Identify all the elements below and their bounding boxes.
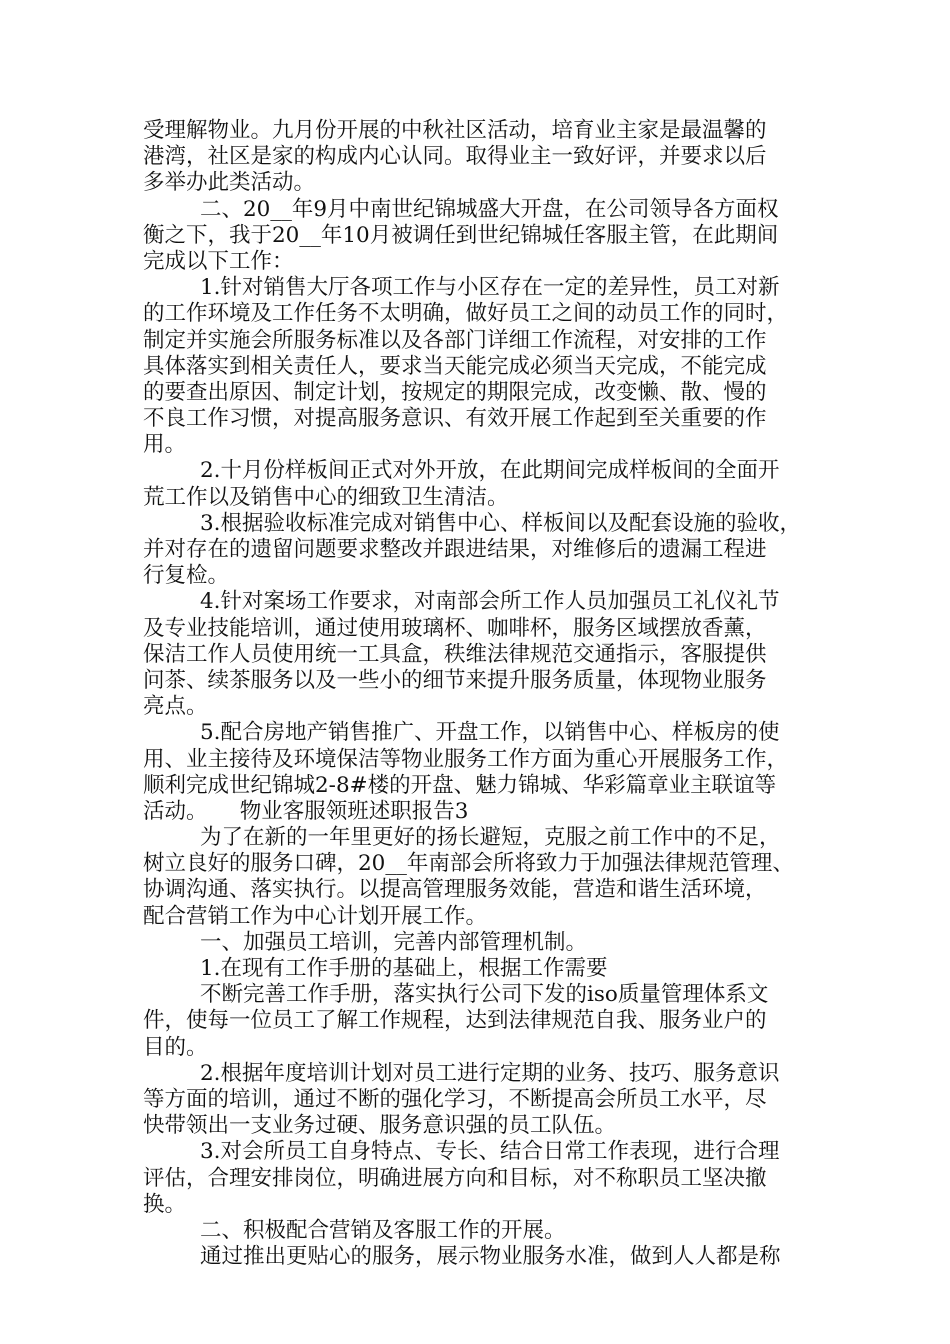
text-line: 协调沟通、落实执行。以提高管理服务效能，营造和谐生活环境， [143,877,767,903]
text-line: 具体落实到相关责任人，要求当天能完成必须当天完成，不能完成 [143,353,767,379]
text-line: 二、20__年9月中南世纪锦城盛大开盘，在公司领导各方面权 [200,196,779,222]
text-line: 并对存在的遗留问题要求整改并跟进结果，对维修后的遗漏工程进 [143,537,767,562]
text-line: 5.配合房地产销售推广、开盘工作，以销售中心、样板房的使 [200,720,780,746]
text-line: 换。 [143,1191,187,1217]
text-line: 3.对会所员工自身特点、专长、结合日常工作表现，进行合理 [200,1139,780,1165]
text-line: 1.在现有工作手册的基础上，根据工作需要 [200,956,608,981]
text-line: 树立良好的服务口碑，20__年南部会所将致力于加强法律规范管理、 [143,851,794,877]
document-body [143,118,813,1270]
text-line: 件，使每一位员工了解工作规程，达到法律规范自我、服务业户的 [143,1008,767,1034]
text-line: 不断完善工作手册，落实执行公司下发的iso质量管理体系文 [200,982,769,1008]
text-line: 目的。 [143,1034,208,1060]
text-line: 顺利完成世纪锦城2-8#楼的开盘、魅力锦城、华彩篇章业主联谊等 [143,772,777,798]
text-line: 完成以下工作： [143,248,294,274]
text-line: 快带领出一支业务过硬、服务意识强的员工队伍。 [143,1113,617,1139]
text-line: 为了在新的一年里更好的扬长避短，克服之前工作中的不足， [200,825,781,851]
text-line: 一、加强员工培训，完善内部管理机制。 [200,929,588,955]
text-line: 制定并实施会所服务标准以及各部门详细工作流程，对安排的工作 [143,327,767,353]
text-line: 亮点。 [143,694,208,720]
text-line: 用、业主接待及环境保洁等物业服务工作方面为重心开展服务工作， [143,746,789,772]
text-line: 通过推出更贴心的服务，展示物业服务水准，做到人人都是称 [200,1244,781,1270]
text-line: 不良工作习惯，对提高服务意识、有效开展工作起到至关重要的作 [143,406,767,432]
text-line: 评估，合理安排岗位，明确进展方向和目标，对不称职员工坚决撤 [143,1165,767,1191]
text-line: 二、积极配合营销及客服工作的开展。 [200,1217,566,1243]
text-line: 1.针对销售大厅各项工作与小区存在一定的差异性，员工对新 [200,275,780,301]
text-line: 3.根据验收标准完成对销售中心、样板间以及配套设施的验收， [200,510,802,536]
text-line: 2.十月份样板间正式对外开放，在此期间完成样板间的全面开 [200,458,780,484]
text-line: 配合营销工作为中心计划开展工作。 [143,903,488,929]
text-line: 及专业技能培训，通过使用玻璃杯、咖啡杯，服务区域摆放香薰， [143,615,767,641]
text-line: 多举办此类活动。 [143,170,316,196]
text-line: 行复检。 [143,563,230,589]
text-line: 用。 [143,432,187,458]
text-line: 2.根据年度培训计划对员工进行定期的业务、技巧、服务意识 [200,1060,780,1086]
text-line: 荒工作以及销售中心的细致卫生清洁。 [143,484,509,510]
text-line: 4.针对案场工作要求，对南部会所工作人员加强员工礼仪礼节 [200,589,780,615]
text-line: 问茶、续茶服务以及一些小的细节来提升服务质量，体现物业服务 [143,667,767,693]
text-line: 的工作环境及工作任务不太明确，做好员工之间的动员工作的同时， [143,301,789,327]
text-line: 衡之下，我于20__年10月被调任到世纪锦城任客服主管，在此期间 [143,222,779,248]
text-line: 保洁工作人员使用统一工具盒，秩维法律规范交通指示，客服提供 [143,641,767,667]
text-line: 的要查出原因、制定计划，按规定的期限完成，改变懒、散、慢的 [143,379,767,405]
text-line: 港湾，社区是家的构成内心认同。取得业主一致好评，并要求以后 [143,144,767,170]
text-line: 受理解物业。九月份开展的中秋社区活动，培育业主家是最温馨的 [143,118,767,143]
text-line: 活动。 物业客服领班述职报告3 [143,798,469,824]
text-line: 等方面的培训，通过不断的强化学习，不断提高会所员工水平，尽 [143,1086,767,1112]
